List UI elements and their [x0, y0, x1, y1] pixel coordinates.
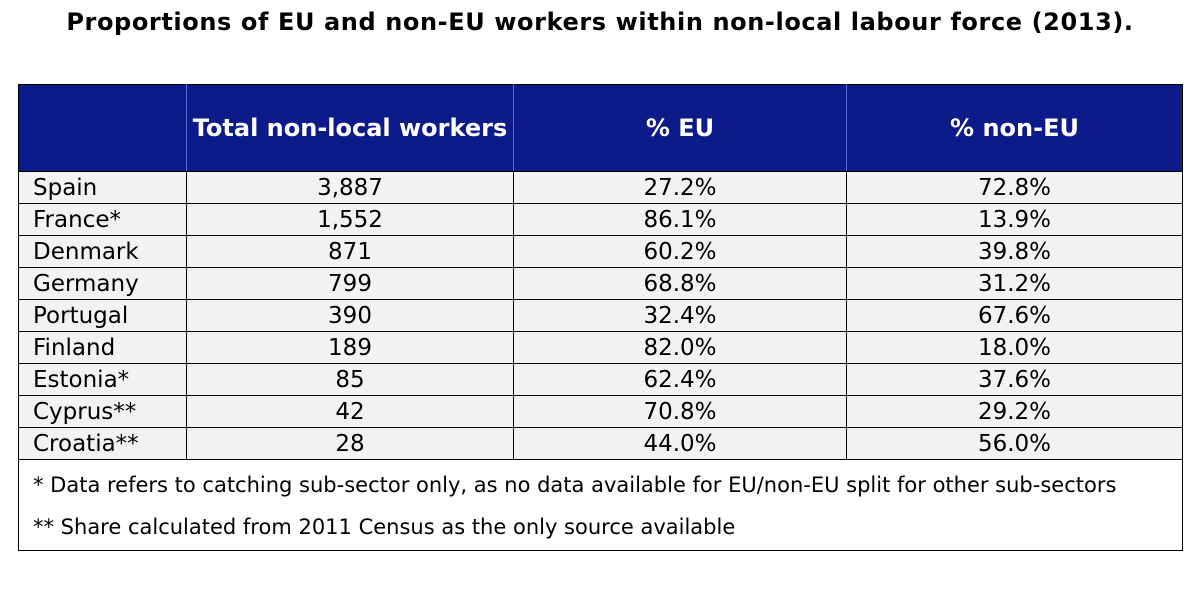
header-country — [19, 85, 187, 172]
cell-non-eu: 13.9% — [847, 204, 1183, 236]
cell-country: France* — [19, 204, 187, 236]
page-title: Proportions of EU and non-EU workers within non-local labour force (2013). — [66, 8, 1134, 36]
cell-eu: 68.8% — [514, 268, 847, 300]
cell-country: Croatia** — [19, 428, 187, 460]
cell-non-eu: 31.2% — [847, 268, 1183, 300]
cell-total: 1,552 — [187, 204, 514, 236]
cell-non-eu: 18.0% — [847, 332, 1183, 364]
data-table — [18, 84, 1183, 551]
cell-non-eu: 67.6% — [847, 300, 1183, 332]
table-row — [19, 300, 1183, 332]
table-row — [19, 204, 1183, 236]
footnote-double-asterisk: ** Share calculated from 2011 Census as the only source available — [33, 515, 736, 539]
header-percent-non-eu: % non-EU — [847, 85, 1183, 172]
table-row — [19, 396, 1183, 428]
cell-eu: 62.4% — [514, 364, 847, 396]
cell-total: 28 — [187, 428, 514, 460]
cell-non-eu: 37.6% — [847, 364, 1183, 396]
cell-country: Germany — [19, 268, 187, 300]
cell-eu: 32.4% — [514, 300, 847, 332]
table-container — [18, 84, 1182, 551]
cell-country: Estonia* — [19, 364, 187, 396]
cell-total: 42 — [187, 396, 514, 428]
footnote-single-asterisk: * Data refers to catching sub-sector only, as no data available for EU/non-EU split for other sub-sectors — [33, 473, 1117, 497]
table-row — [19, 332, 1183, 364]
table-row — [19, 236, 1183, 268]
header-total-non-local-workers: Total non-local workers — [187, 85, 514, 172]
table-row — [19, 364, 1183, 396]
cell-total: 390 — [187, 300, 514, 332]
cell-country: Cyprus** — [19, 396, 187, 428]
cell-total: 871 — [187, 236, 514, 268]
cell-total: 189 — [187, 332, 514, 364]
notes-cell — [19, 460, 1183, 551]
cell-non-eu: 72.8% — [847, 172, 1183, 204]
table-row — [19, 428, 1183, 460]
cell-eu: 27.2% — [514, 172, 847, 204]
cell-eu: 70.8% — [514, 396, 847, 428]
cell-eu: 86.1% — [514, 204, 847, 236]
cell-country: Portugal — [19, 300, 187, 332]
cell-non-eu: 39.8% — [847, 236, 1183, 268]
cell-non-eu: 29.2% — [847, 396, 1183, 428]
header-percent-eu: % EU — [514, 85, 847, 172]
cell-total: 85 — [187, 364, 514, 396]
cell-country: Denmark — [19, 236, 187, 268]
cell-total: 799 — [187, 268, 514, 300]
cell-eu: 44.0% — [514, 428, 847, 460]
header-row — [19, 85, 1183, 172]
cell-country: Finland — [19, 332, 187, 364]
table-row — [19, 268, 1183, 300]
cell-total: 3,887 — [187, 172, 514, 204]
notes-row — [19, 460, 1183, 551]
cell-eu: 60.2% — [514, 236, 847, 268]
cell-country: Spain — [19, 172, 187, 204]
cell-non-eu: 56.0% — [847, 428, 1183, 460]
cell-eu: 82.0% — [514, 332, 847, 364]
table-row — [19, 172, 1183, 204]
